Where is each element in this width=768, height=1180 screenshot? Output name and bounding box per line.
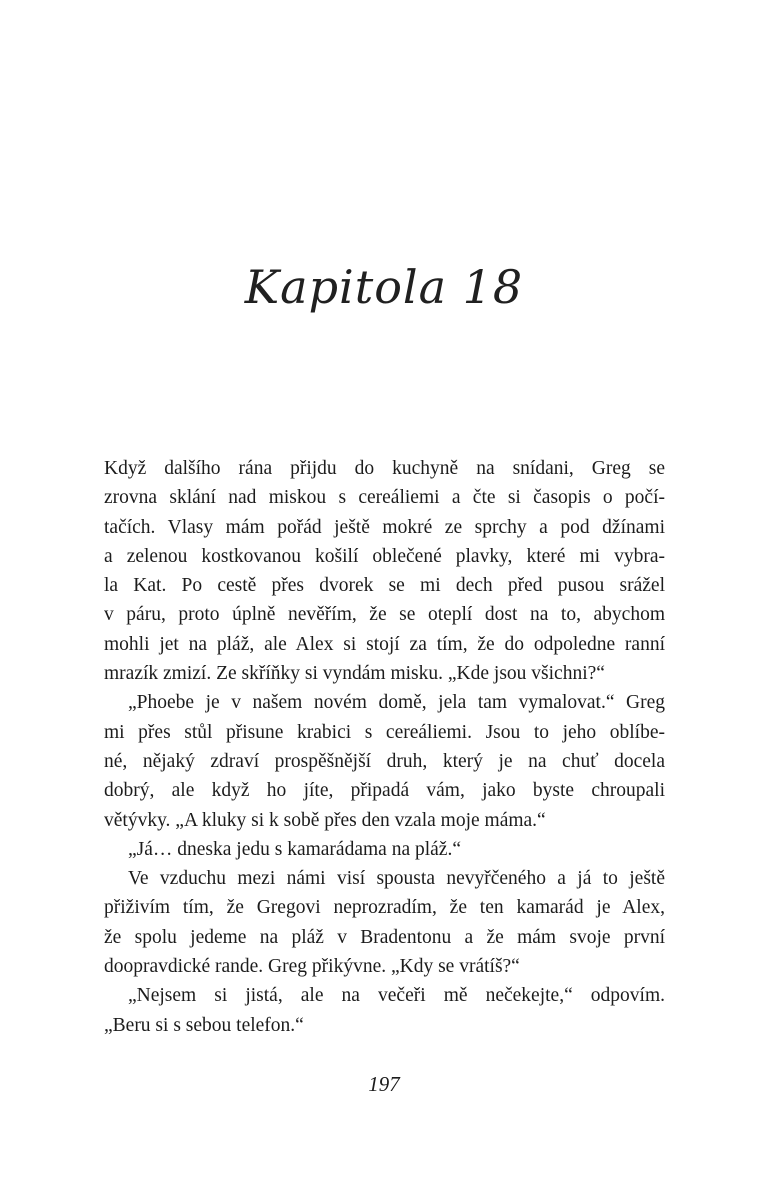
text-line: větývky. „A kluky si k sobě přes den vzala moje máma.“ xyxy=(104,809,546,831)
text-line: „Já… dneska jedu s kamarádama na pláž.“ xyxy=(128,838,461,860)
text-line: la Kat. Po cestě přes dvorek se mi dech před pusou srážel xyxy=(104,575,665,597)
page-number: 197 xyxy=(368,1072,400,1096)
text-line: přiživím tím, že Gregovi neprozradím, že ten kamarád je Alex, xyxy=(104,897,665,919)
paragraph xyxy=(104,454,665,688)
text-line: v páru, proto úplně nevěřím, že se oteplí dost na to, abychom xyxy=(104,604,665,626)
paragraph xyxy=(104,688,665,834)
text-line: „Nejsem si jistá, ale na večeři mě nečekejte,“ odpovím. xyxy=(128,985,665,1007)
text-line: mohli jet na pláž, ale Alex si stojí za tím, že do odpoledne ranní xyxy=(104,633,665,655)
text-line: Když dalšího rána přijdu do kuchyně na snídani, Greg se xyxy=(104,458,665,479)
text-line: a zelenou kostkovanou košilí oblečené plavky, které mi vybra- xyxy=(104,545,665,567)
text-line: že spolu jedeme na pláž v Bradentonu a že mám svoje první xyxy=(104,926,665,948)
body-text xyxy=(104,454,665,1040)
chapter-heading: Kapitola 18 xyxy=(244,260,524,314)
paragraph xyxy=(104,835,665,864)
text-line: Ve vzduchu mezi námi visí spousta nevyřčeného a já to ještě xyxy=(128,868,665,890)
text-line: doopravdické rande. Greg přikývne. „Kdy se vrátíš?“ xyxy=(104,956,520,978)
text-line: mrazík zmizí. Ze skříňky si vyndám misku. „Kde jsou všichni?“ xyxy=(104,663,605,685)
text-line: zrovna sklání nad miskou s cereáliemi a čte si časopis o počí- xyxy=(104,487,665,509)
paragraph xyxy=(104,981,665,1040)
text-line: „Beru si s sebou telefon.“ xyxy=(104,1014,304,1036)
paragraph xyxy=(104,864,665,981)
text-line: „Phoebe je v našem novém domě, jela tam vymalovat.“ Greg xyxy=(128,692,665,714)
text-line: mi přes stůl přisune krabici s cereáliemi. Jsou to jeho oblíbe- xyxy=(104,721,665,743)
text-line: tačích. Vlasy mám pořád ještě mokré ze sprchy a pod džínami xyxy=(104,516,665,538)
text-line: né, nějaký zdraví prospěšnější druh, který je na chuť docela xyxy=(104,750,665,772)
text-line: dobrý, ale když ho jíte, připadá vám, jako byste chroupali xyxy=(104,780,665,802)
